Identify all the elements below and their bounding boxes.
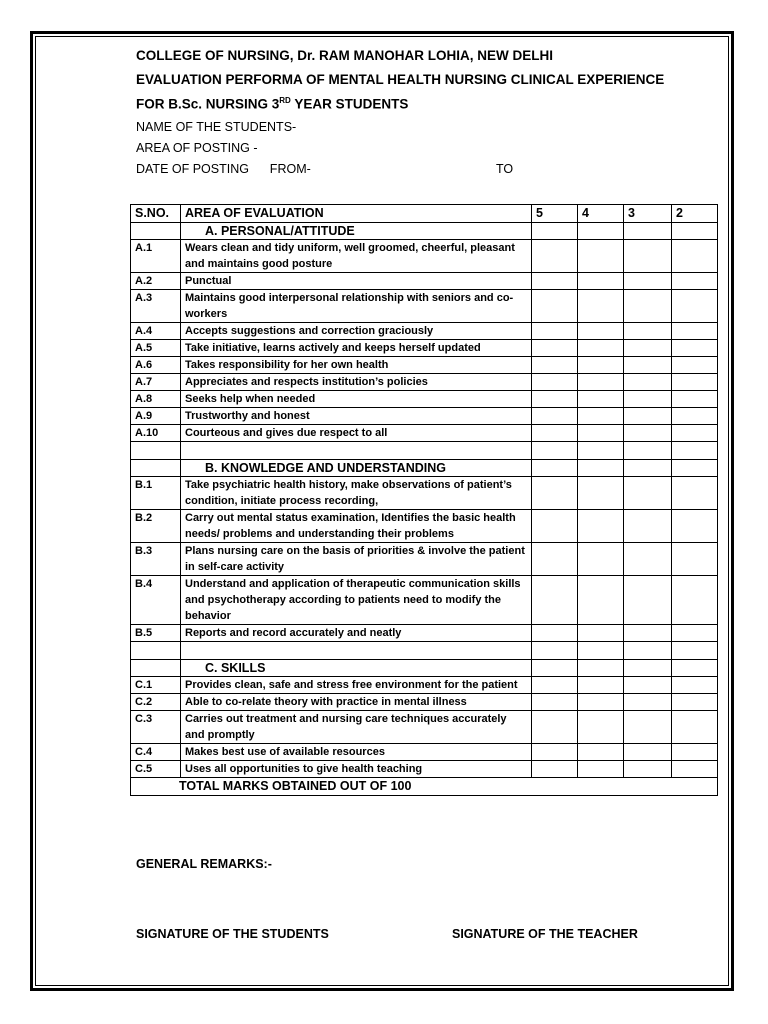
- score-cell[interactable]: [578, 711, 624, 744]
- score-cell[interactable]: [624, 340, 672, 357]
- table-row: [131, 273, 718, 290]
- score-cell[interactable]: [532, 340, 578, 357]
- score-cell[interactable]: [578, 425, 624, 442]
- table-row: [131, 374, 718, 391]
- score-cell[interactable]: [532, 374, 578, 391]
- score-cell[interactable]: [624, 543, 672, 576]
- score-cell[interactable]: [672, 323, 718, 340]
- score-cell[interactable]: [578, 625, 624, 642]
- header-score-4: 4: [578, 205, 624, 223]
- row-criterion: Take psychiatric health history, make observations of patient’s condition, initiate process recording,: [181, 477, 532, 510]
- table-row: [131, 761, 718, 778]
- score-cell[interactable]: [672, 744, 718, 761]
- score-cell[interactable]: [578, 290, 624, 323]
- college-title: COLLEGE OF NURSING, Dr. RAM MANOHAR LOHIA, NEW DELHI: [136, 48, 553, 63]
- score-cell[interactable]: [624, 694, 672, 711]
- score-cell[interactable]: [532, 576, 578, 625]
- table-row: [131, 290, 718, 323]
- table-row: [131, 323, 718, 340]
- score-cell[interactable]: [578, 576, 624, 625]
- score-cell[interactable]: [532, 677, 578, 694]
- score-cell[interactable]: [624, 744, 672, 761]
- score-cell[interactable]: [532, 240, 578, 273]
- table-row: [131, 357, 718, 374]
- teacher-signature-label: SIGNATURE OF THE TEACHER: [452, 927, 638, 941]
- score-cell[interactable]: [672, 425, 718, 442]
- table-row: [131, 744, 718, 761]
- score-cell[interactable]: [624, 357, 672, 374]
- table-row: [131, 625, 718, 642]
- score-cell[interactable]: [672, 290, 718, 323]
- score-cell[interactable]: [578, 677, 624, 694]
- score-cell[interactable]: [532, 694, 578, 711]
- row-number: C.3: [131, 711, 181, 744]
- score-cell[interactable]: [578, 408, 624, 425]
- score-cell[interactable]: [672, 408, 718, 425]
- score-cell[interactable]: [532, 510, 578, 543]
- score-cell[interactable]: [672, 677, 718, 694]
- score-cell[interactable]: [672, 761, 718, 778]
- score-cell[interactable]: [624, 625, 672, 642]
- posting-date-to-field: TO: [496, 162, 514, 176]
- score-cell[interactable]: [578, 340, 624, 357]
- section-a-title: A. PERSONAL/ATTITUDE: [181, 223, 532, 240]
- row-criterion: Carry out mental status examination, Identifies the basic health needs/ problems and understanding their problems: [181, 510, 532, 543]
- score-cell[interactable]: [578, 323, 624, 340]
- row-criterion: Uses all opportunities to give health teaching: [181, 761, 532, 778]
- score-cell[interactable]: [532, 625, 578, 642]
- score-cell[interactable]: [578, 240, 624, 273]
- header-area: AREA OF EVALUATION: [181, 205, 532, 223]
- score-cell[interactable]: [672, 576, 718, 625]
- row-criterion: Reports and record accurately and neatly: [181, 625, 532, 642]
- row-criterion: Carries out treatment and nursing care techniques accurately and promptly: [181, 711, 532, 744]
- score-cell[interactable]: [672, 477, 718, 510]
- table-row: [131, 711, 718, 744]
- row-criterion: Provides clean, safe and stress free environment for the patient: [181, 677, 532, 694]
- row-number: B.3: [131, 543, 181, 576]
- posting-date-from-field: DATE OF POSTING FROM-: [136, 162, 311, 176]
- score-cell[interactable]: [672, 625, 718, 642]
- score-cell[interactable]: [672, 694, 718, 711]
- header-score-5: 5: [532, 205, 578, 223]
- score-cell[interactable]: [532, 408, 578, 425]
- score-cell[interactable]: [532, 391, 578, 408]
- score-cell[interactable]: [624, 323, 672, 340]
- score-cell[interactable]: [532, 477, 578, 510]
- score-cell[interactable]: [672, 374, 718, 391]
- row-number: C.1: [131, 677, 181, 694]
- row-number: C.5: [131, 761, 181, 778]
- table-row: [131, 694, 718, 711]
- score-cell[interactable]: [578, 273, 624, 290]
- table-row: [131, 576, 718, 625]
- row-number: C.2: [131, 694, 181, 711]
- row-number: A.7: [131, 374, 181, 391]
- row-criterion: Punctual: [181, 273, 532, 290]
- score-cell[interactable]: [532, 744, 578, 761]
- row-number: C.4: [131, 744, 181, 761]
- score-cell[interactable]: [624, 240, 672, 273]
- row-criterion: Courteous and gives due respect to all: [181, 425, 532, 442]
- row-criterion: Trustworthy and honest: [181, 408, 532, 425]
- row-number: A.8: [131, 391, 181, 408]
- general-remarks-label: GENERAL REMARKS:-: [136, 857, 272, 871]
- score-cell[interactable]: [578, 391, 624, 408]
- score-cell[interactable]: [532, 425, 578, 442]
- row-number: A.6: [131, 357, 181, 374]
- score-cell[interactable]: [532, 323, 578, 340]
- row-criterion: Takes responsibility for her own health: [181, 357, 532, 374]
- row-number: A.3: [131, 290, 181, 323]
- row-criterion: Makes best use of available resources: [181, 744, 532, 761]
- table-row: [131, 340, 718, 357]
- posting-area-field: AREA OF POSTING -: [136, 141, 258, 155]
- score-cell[interactable]: [672, 711, 718, 744]
- table-row: [131, 240, 718, 273]
- row-number: B.2: [131, 510, 181, 543]
- section-row: [131, 660, 718, 677]
- row-criterion: Plans nursing care on the basis of priorities & involve the patient in self-care activity: [181, 543, 532, 576]
- score-cell[interactable]: [624, 273, 672, 290]
- table-row: [131, 677, 718, 694]
- score-cell[interactable]: [532, 273, 578, 290]
- table-row: [131, 408, 718, 425]
- row-criterion: Take initiative, learns actively and keeps herself updated: [181, 340, 532, 357]
- score-cell[interactable]: [672, 543, 718, 576]
- evaluation-table: [130, 204, 718, 796]
- header-score-2: 2: [672, 205, 718, 223]
- score-cell[interactable]: [624, 510, 672, 543]
- header-score-3: 3: [624, 205, 672, 223]
- row-criterion: Maintains good interpersonal relationship with seniors and co-workers: [181, 290, 532, 323]
- score-cell[interactable]: [624, 711, 672, 744]
- section-row: [131, 223, 718, 240]
- section-b-title: B. KNOWLEDGE AND UNDERSTANDING: [181, 460, 532, 477]
- score-cell[interactable]: [672, 340, 718, 357]
- student-signature-label: SIGNATURE OF THE STUDENTS: [136, 927, 329, 941]
- score-cell[interactable]: [624, 391, 672, 408]
- score-cell[interactable]: [624, 374, 672, 391]
- score-cell[interactable]: [532, 761, 578, 778]
- row-number: A.4: [131, 323, 181, 340]
- header-sno: S.NO.: [131, 205, 181, 223]
- row-criterion: Able to co-relate theory with practice in mental illness: [181, 694, 532, 711]
- score-cell[interactable]: [578, 357, 624, 374]
- score-cell[interactable]: [578, 694, 624, 711]
- row-number: A.2: [131, 273, 181, 290]
- row-criterion: Accepts suggestions and correction graciously: [181, 323, 532, 340]
- row-number: A.10: [131, 425, 181, 442]
- score-cell[interactable]: [624, 477, 672, 510]
- score-cell[interactable]: [532, 711, 578, 744]
- row-number: A.1: [131, 240, 181, 273]
- table-row: [131, 391, 718, 408]
- row-number: B.4: [131, 576, 181, 625]
- row-criterion: Seeks help when needed: [181, 391, 532, 408]
- score-cell[interactable]: [578, 510, 624, 543]
- total-row: [131, 778, 718, 796]
- score-cell[interactable]: [624, 290, 672, 323]
- table-row: [131, 477, 718, 510]
- score-cell[interactable]: [624, 761, 672, 778]
- blank-row: [131, 442, 718, 460]
- score-cell[interactable]: [532, 543, 578, 576]
- score-cell[interactable]: [578, 374, 624, 391]
- score-cell[interactable]: [672, 391, 718, 408]
- table-row: [131, 510, 718, 543]
- score-cell[interactable]: [578, 543, 624, 576]
- row-number: B.1: [131, 477, 181, 510]
- total-marks-label: TOTAL MARKS OBTAINED OUT OF 100: [131, 778, 718, 796]
- table-row: [131, 425, 718, 442]
- section-c-title: C. SKILLS: [181, 660, 532, 677]
- score-cell[interactable]: [672, 240, 718, 273]
- student-name-field: NAME OF THE STUDENTS-: [136, 120, 297, 134]
- score-cell[interactable]: [624, 576, 672, 625]
- score-cell[interactable]: [578, 744, 624, 761]
- blank-row: [131, 642, 718, 660]
- score-cell[interactable]: [578, 477, 624, 510]
- row-number: A.5: [131, 340, 181, 357]
- row-number: B.5: [131, 625, 181, 642]
- score-cell[interactable]: [672, 357, 718, 374]
- row-number: A.9: [131, 408, 181, 425]
- score-cell[interactable]: [578, 761, 624, 778]
- table-row: [131, 543, 718, 576]
- row-criterion: Appreciates and respects institution’s policies: [181, 374, 532, 391]
- score-cell[interactable]: [624, 425, 672, 442]
- row-criterion: Understand and application of therapeutic communication skills and psychotherapy according to patients need to modify the behavior: [181, 576, 532, 625]
- score-cell[interactable]: [532, 357, 578, 374]
- form-subtitle: FOR B.Sc. NURSING 3RD YEAR STUDENTS: [136, 96, 409, 112]
- score-cell[interactable]: [672, 273, 718, 290]
- form-title: EVALUATION PERFORMA OF MENTAL HEALTH NURSING CLINICAL EXPERIENCE: [136, 72, 665, 87]
- score-cell[interactable]: [532, 290, 578, 323]
- section-row: [131, 460, 718, 477]
- table-header-row: [131, 205, 718, 223]
- row-criterion: Wears clean and tidy uniform, well groomed, cheerful, pleasant and maintains good posture: [181, 240, 532, 273]
- score-cell[interactable]: [624, 677, 672, 694]
- score-cell[interactable]: [624, 408, 672, 425]
- score-cell[interactable]: [672, 510, 718, 543]
